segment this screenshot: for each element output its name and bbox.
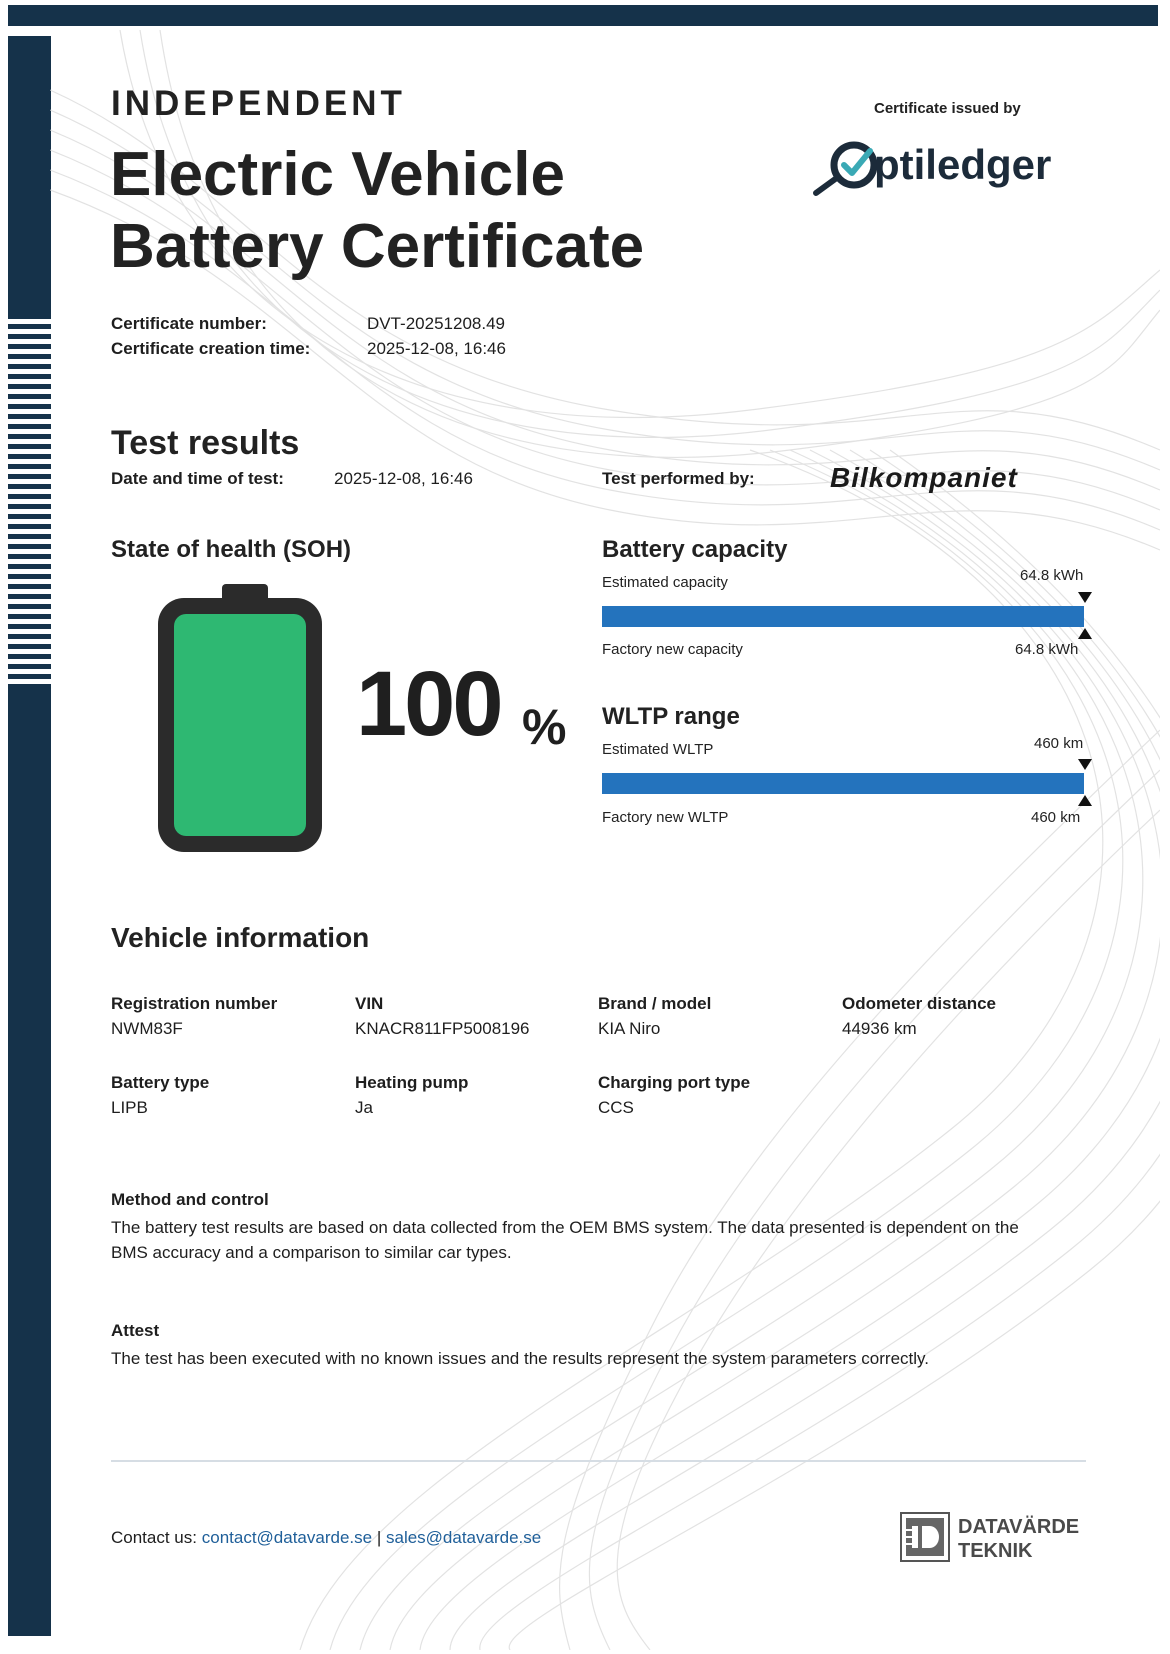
vehicle-field-label: Battery type: [111, 1073, 210, 1092]
capacity-estimated-marker: [1078, 592, 1092, 603]
certificate-creation-value: 2025-12-08, 16:46: [367, 339, 506, 358]
sales-email-link[interactable]: sales@datavarde.se: [385, 1528, 542, 1547]
footer-divider: [111, 1460, 1086, 1462]
capacity-factory-marker: [1078, 628, 1092, 639]
test-performed-label: Test performed by:: [602, 469, 755, 488]
wltp-estimated-value: 460 km: [1034, 735, 1084, 752]
capacity-estimated-value: 64.8 kWh: [1020, 567, 1084, 584]
top-bar: [8, 5, 1158, 26]
contact-email-link[interactable]: contact@datavarde.se: [201, 1528, 373, 1547]
battery-icon: [150, 582, 330, 856]
vehicle-field-value: CCS: [598, 1098, 634, 1117]
vehicle-field-value: KIA Niro: [598, 1019, 661, 1038]
vehicle-field-value: Ja: [355, 1098, 373, 1117]
capacity-bar-track: [602, 606, 1084, 627]
vehicle-field-label: VIN: [355, 994, 384, 1013]
wltp-bar-track: [602, 773, 1084, 794]
side-stripes: [8, 314, 51, 688]
company-name-line-2: TEKNIK: [958, 1540, 1033, 1562]
optiledger-logo: [810, 135, 1090, 199]
side-bar: [8, 36, 51, 1636]
certificate-number-value: DVT-20251208.49: [367, 314, 505, 333]
vehicle-field-label: Odometer distance: [842, 994, 996, 1013]
wltp-factory-marker: [1078, 795, 1092, 806]
page-title: [110, 139, 644, 283]
vehicle-field-value: 44936 km: [842, 1019, 917, 1038]
capacity-factory-value: 64.8 kWh: [1015, 641, 1079, 658]
svg-text:ptiledger: ptiledger: [874, 141, 1052, 188]
kicker-text: INDEPENDENT: [111, 84, 406, 123]
datavarde-logo-icon: [900, 1512, 950, 1562]
test-results-heading: Test results: [111, 424, 300, 462]
battery-fill: [174, 614, 306, 836]
capacity-bar-fill: [602, 606, 1084, 627]
vehicle-field-value: LIPB: [111, 1098, 148, 1117]
issued-by-label: Certificate issued by: [874, 100, 1021, 117]
attest-text: The test has been executed with no known issues and the results represent the system parameters correctly.: [111, 1349, 929, 1368]
test-date-value: 2025-12-08, 16:46: [334, 469, 473, 488]
certificate-number-label: Certificate number:: [111, 314, 267, 333]
wltp-estimated-marker: [1078, 759, 1092, 770]
method-line-1: The battery test results are based on data collected from the OEM BMS system. The data presented is dependent on the: [111, 1218, 1019, 1237]
datavarde-logo-text: [958, 1515, 1079, 1563]
vehicle-heading: Vehicle information: [111, 922, 370, 953]
wltp-factory-value: 460 km: [1031, 809, 1081, 826]
method-heading: Method and control: [111, 1190, 269, 1209]
vehicle-field-label: Charging port type: [598, 1073, 751, 1092]
contact-line: [111, 1528, 541, 1548]
title-line-1: Electric Vehicle: [110, 140, 565, 209]
certificate-creation-label: Certificate creation time:: [111, 339, 311, 358]
vehicle-field-label: Registration number: [111, 994, 278, 1013]
capacity-factory-label: Factory new capacity: [602, 641, 743, 658]
capacity-heading: Battery capacity: [602, 536, 788, 563]
wltp-estimated-label: Estimated WLTP: [602, 741, 714, 758]
soh-heading: State of health (SOH): [111, 536, 352, 563]
soh-value: 100: [356, 653, 501, 755]
attest-heading: Attest: [111, 1321, 160, 1340]
contact-label: Contact us:: [111, 1528, 197, 1547]
contact-separator: |: [376, 1528, 382, 1547]
capacity-estimated-label: Estimated capacity: [602, 574, 728, 591]
wltp-bar-fill: [602, 773, 1084, 794]
wltp-heading: WLTP range: [602, 703, 740, 730]
vehicle-field-value: KNACR811FP5008196: [355, 1019, 530, 1038]
vehicle-field-label: Heating pump: [355, 1073, 469, 1092]
vehicle-field-value: NWM83F: [111, 1019, 183, 1038]
vehicle-field-label: Brand / model: [598, 994, 712, 1013]
company-name-line-1: DATAVÄRDE: [958, 1516, 1080, 1538]
wltp-factory-label: Factory new WLTP: [602, 809, 729, 826]
title-line-2: Battery Certificate: [110, 212, 645, 281]
bilkompaniet-logo: Bilkompaniet: [830, 462, 1018, 493]
method-line-2: BMS accuracy and a comparison to similar car types.: [111, 1243, 512, 1262]
test-date-label: Date and time of test:: [111, 469, 284, 488]
method-text: [111, 1215, 1091, 1265]
soh-unit: %: [522, 699, 567, 755]
